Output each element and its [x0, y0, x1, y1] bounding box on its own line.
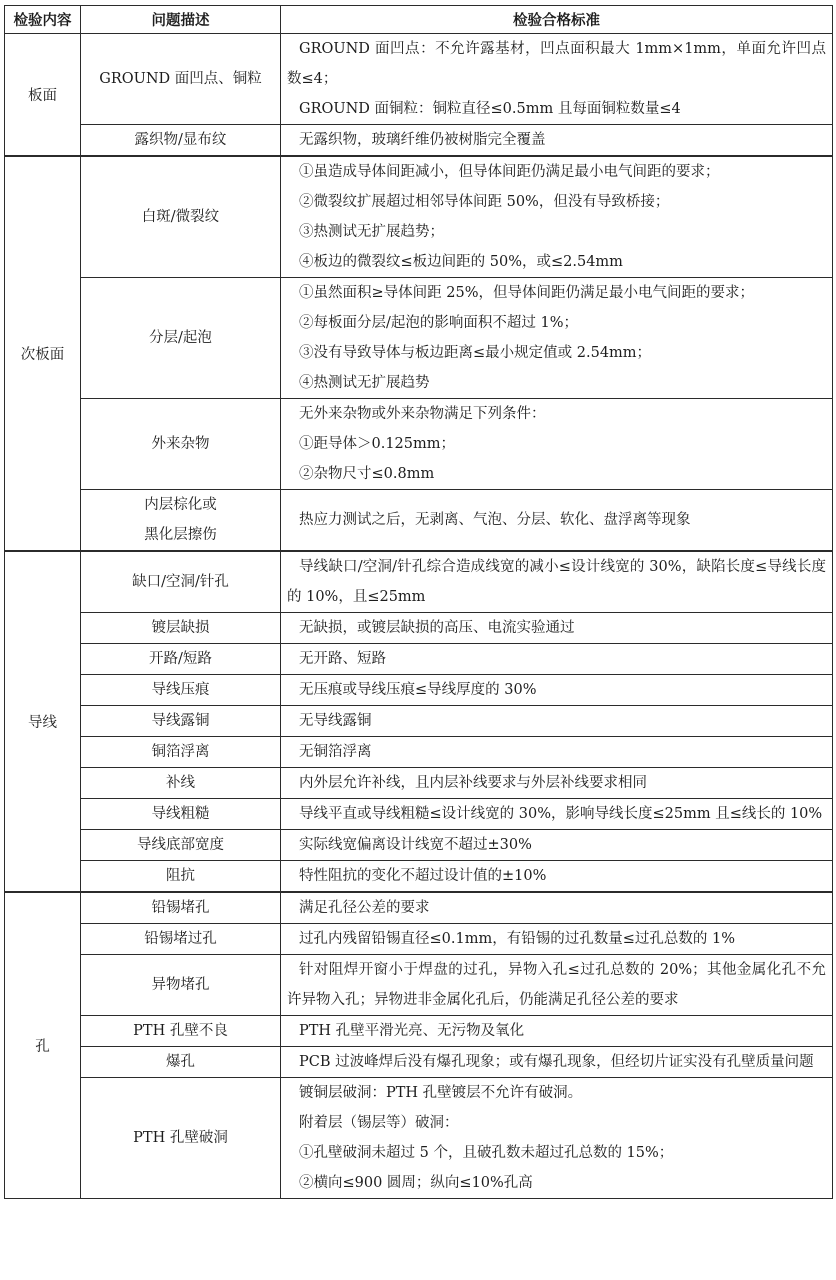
issue-text: 黑化层擦伤: [144, 527, 217, 543]
issue-cell: [81, 924, 281, 955]
category-cell: 导线: [5, 551, 81, 892]
standard-line: ②微裂纹扩展超过相邻导体间距 50%，但没有导致桥接；: [299, 194, 670, 210]
standard-text: 导线平直或导线粗糙≤设计线宽的 30%，影响导线长度≤25mm 且≤线长的 10%: [299, 806, 823, 822]
standard-cell: [281, 768, 833, 799]
standard-cell: [281, 955, 833, 1016]
issue-text: 阻抗: [166, 868, 195, 884]
category-cell: 次板面: [5, 156, 81, 551]
table-row: [5, 768, 833, 799]
standard-line: ④热测试无扩展趋势: [299, 375, 430, 391]
table-row: [5, 1016, 833, 1047]
standard-line: ③热测试无扩展趋势；: [299, 224, 444, 240]
standard-cell: [281, 924, 833, 955]
category-cell: 板面: [5, 34, 81, 157]
standard-cell: [281, 399, 833, 490]
standard-line: ①虽然面积≥导体间距 25%，但导体间距仍满足最小电气间距的要求；: [299, 285, 754, 301]
standard-line: ④板边的微裂纹≤板边间距的 50%，或≤2.54mm: [299, 254, 623, 270]
standard-line: 无导线露铜: [299, 713, 372, 729]
issue-cell: [81, 706, 281, 737]
issue-text: 异物堵孔: [151, 977, 210, 993]
issue-cell: [81, 613, 281, 644]
issue-cell: [81, 799, 281, 830]
issue-text: 铜箔浮离: [151, 744, 210, 760]
issue-text: 导线压痕: [151, 682, 210, 698]
issue-text: GROUND 面凹点、铜粒: [99, 71, 262, 87]
issue-cell: [81, 1047, 281, 1078]
issue-cell: [81, 490, 281, 552]
table-row: [5, 34, 833, 125]
issue-text: 铅锡堵过孔: [144, 931, 217, 947]
standard-line: 无外来杂物或外来杂物满足下列条件：: [299, 406, 546, 422]
standard-line: GROUND 面铜粒：铜粒直径≤0.5mm 且每面铜粒数量≤4: [299, 101, 681, 117]
standard-cell: [281, 675, 833, 706]
standard-line: ③没有导致导体与板边距离≤最小规定值或 2.54mm；: [299, 345, 652, 361]
issue-cell: [81, 125, 281, 157]
standard-line: ②每板面分层/起泡的影响面积不超过 1%；: [299, 315, 578, 331]
category-cell: 孔: [5, 892, 81, 1199]
table-row: [5, 1078, 833, 1199]
standard-line: 无缺损，或镀层缺损的高压、电流实验通过: [299, 620, 575, 636]
issue-cell: [81, 768, 281, 799]
table-row: [5, 675, 833, 706]
standard-line: ①孔壁破洞未超过 5 个，且破孔数未超过孔总数的 15%；: [299, 1145, 674, 1161]
issue-text: 导线露铜: [151, 713, 210, 729]
standard-text: GROUND 面凹点：不允许露基材，凹点面积最大 1mm×1mm，单面允许凹点数≤4；: [287, 41, 826, 87]
issue-text: 导线粗糙: [151, 806, 210, 822]
header-problem-description: 问题描述: [81, 6, 281, 34]
issue-cell: [81, 675, 281, 706]
issue-cell: [81, 551, 281, 613]
standard-text: 导线缺口/空洞/针孔综合造成线宽的减小≤设计线宽的 30%，缺陷长度≤导线长度的 10%，且≤25mm: [287, 559, 826, 605]
issue-cell: [81, 861, 281, 893]
table-row: [5, 551, 833, 613]
issue-text: 白斑/微裂纹: [141, 209, 220, 225]
issue-text: 铅锡堵孔: [151, 900, 210, 916]
standard-line: 实际线宽偏离设计线宽不超过±30%: [299, 837, 532, 853]
table-row: [5, 278, 833, 399]
issue-text: 缺口/空洞/针孔: [132, 574, 229, 590]
table-row: [5, 490, 833, 552]
standard-line: ②杂物尺寸≤0.8mm: [299, 466, 435, 482]
table-row: [5, 799, 833, 830]
standard-cell: [281, 1016, 833, 1047]
standard-cell: [281, 1078, 833, 1199]
table-row: [5, 156, 833, 278]
issue-cell: [81, 1078, 281, 1199]
table-row: [5, 830, 833, 861]
issue-text: 爆孔: [166, 1054, 195, 1070]
standard-line: ②横向≤900 圆周；纵向≤10%孔高: [299, 1175, 533, 1191]
standard-cell: [281, 799, 833, 830]
issue-cell: [81, 399, 281, 490]
standard-cell: [281, 737, 833, 768]
issue-text: 露织物/显布纹: [134, 132, 227, 148]
issue-cell: [81, 892, 281, 924]
standard-line: 满足孔径公差的要求: [299, 900, 430, 916]
standard-line: ①距导体＞0.125mm；: [299, 436, 456, 452]
issue-text: 开路/短路: [149, 651, 212, 667]
standard-line: 无铜箔浮离: [299, 744, 372, 760]
standard-line: 热应力测试之后，无剥离、气泡、分层、软化、盘浮离等现象: [299, 512, 691, 528]
standard-line: 内外层允许补线，且内层补线要求与外层补线要求相同: [299, 775, 647, 791]
standard-cell: [281, 613, 833, 644]
standard-line: 无开路、短路: [299, 651, 386, 667]
issue-cell: [81, 278, 281, 399]
standard-line: 过孔内残留铅锡直径≤0.1mm，有铅锡的过孔数量≤过孔总数的 1%: [299, 931, 735, 947]
standard-line: 无压痕或导线压痕≤导线厚度的 30%: [299, 682, 537, 698]
table-row: [5, 399, 833, 490]
issue-text: 镀层缺损: [151, 620, 210, 636]
standard-cell: [281, 892, 833, 924]
standard-text: PCB 过波峰焊后没有爆孔现象；或有爆孔现象，但经切片证实没有孔壁质量问题: [299, 1054, 814, 1070]
standard-line: PTH 孔壁平滑光亮、无污物及氧化: [299, 1023, 525, 1039]
standard-line: 附着层（锡层等）破洞：: [299, 1115, 459, 1131]
table-row: [5, 737, 833, 768]
table-row: [5, 955, 833, 1016]
standard-line: 镀铜层破洞：PTH 孔壁镀层不允许有破洞。: [299, 1085, 583, 1101]
table-row: [5, 924, 833, 955]
header-inspection-item: 检验内容: [5, 6, 81, 34]
standard-cell: [281, 490, 833, 552]
standard-line: 特性阻抗的变化不超过设计值的±10%: [299, 868, 547, 884]
standard-cell: [281, 551, 833, 613]
table-row: [5, 644, 833, 675]
standard-cell: [281, 156, 833, 278]
header-acceptance-standard: 检验合格标准: [281, 6, 833, 34]
table-row: [5, 613, 833, 644]
standard-cell: [281, 706, 833, 737]
standard-cell: [281, 278, 833, 399]
standard-cell: [281, 125, 833, 157]
table-row: [5, 892, 833, 924]
issue-text: PTH 孔壁破洞: [133, 1130, 228, 1146]
issue-cell: [81, 737, 281, 768]
issue-text: 分层/起泡: [149, 330, 212, 346]
issue-cell: [81, 644, 281, 675]
table-body: [5, 34, 833, 1199]
table-row: [5, 1047, 833, 1078]
standard-cell: [281, 1047, 833, 1078]
standard-cell: [281, 861, 833, 893]
standard-line: 无露织物，玻璃纤维仍被树脂完全覆盖: [299, 132, 546, 148]
issue-text: PTH 孔壁不良: [133, 1023, 228, 1039]
issue-text: 外来杂物: [151, 436, 210, 452]
table-row: [5, 861, 833, 893]
issue-cell: [81, 34, 281, 125]
inspection-table: [4, 5, 833, 1199]
issue-cell: [81, 156, 281, 278]
issue-cell: [81, 955, 281, 1016]
issue-text: 补线: [166, 775, 195, 791]
issue-text: 内层棕化或: [144, 497, 217, 513]
issue-cell: [81, 1016, 281, 1047]
standard-text: 针对阻焊开窗小于焊盘的过孔，异物入孔≤过孔总数的 20%；其他金属化孔不允许异物入孔；异物进非金属化孔后，仍能满足孔径公差的要求: [287, 962, 826, 1008]
issue-cell: [81, 830, 281, 861]
standard-line: ①虽造成导体间距减小，但导体间距仍满足最小电气间距的要求；: [299, 164, 720, 180]
table-row: [5, 706, 833, 737]
standard-cell: [281, 34, 833, 125]
standard-cell: [281, 644, 833, 675]
standard-cell: [281, 830, 833, 861]
table-row: [5, 125, 833, 157]
issue-text: 导线底部宽度: [137, 837, 224, 853]
table-header-row: [5, 6, 833, 34]
